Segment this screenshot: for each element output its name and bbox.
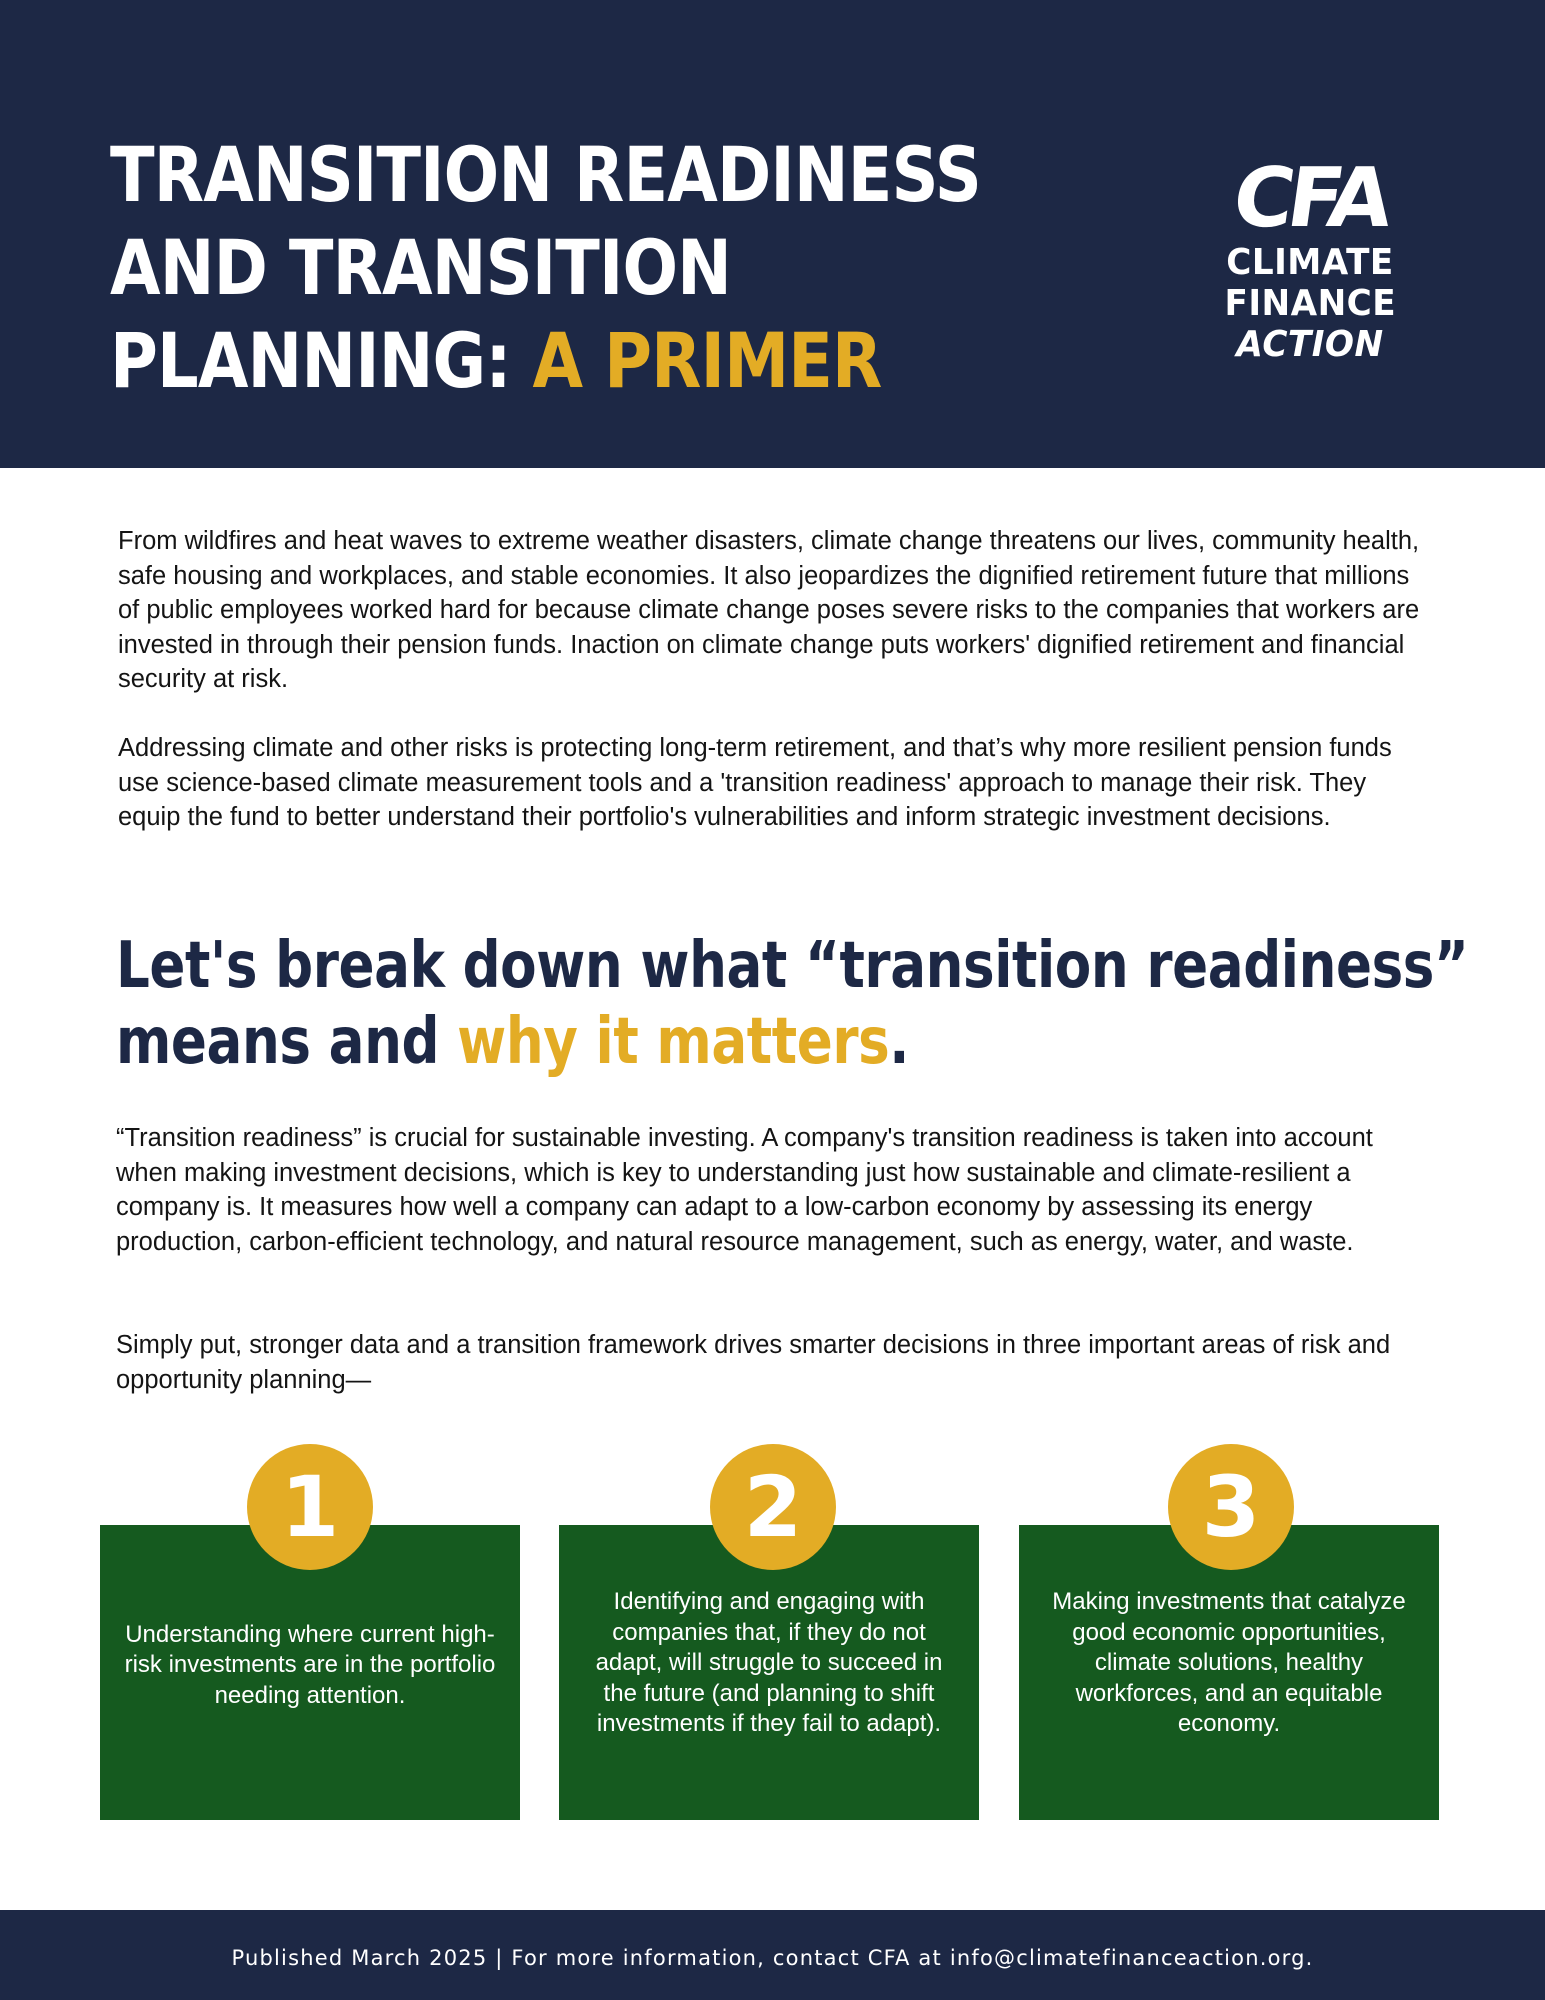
logo-line-action: ACTION [1236,324,1384,365]
header-banner [0,0,1545,468]
number-badge-2: 2 [710,1444,836,1570]
section-heading-line-2-prefix: means and [116,1005,458,1079]
risk-card-2-text: Identifying and engaging with companies that, if they do not adapt, will struggle to succeed in the future (and planning to shift investments if they fail to adapt). [595,1588,943,1738]
page-title [110,128,982,407]
intro-paragraph-2: Addressing climate and other risks is protecting long-term retirement, and that’s why more resilient pension funds use science-based climate measurement tools and a 'transition readiness' approach to manage their risk. They equip the fund to better understand their portfolio's vulnerabilities and inform strategic investment decisions. [118,734,1392,831]
section-paragraph-2: Simply put, stronger data and a transition framework drives smarter decisions in three important areas of risk and opportunity planning— [116,1331,1391,1394]
logo-line-climate: CLIMATE [1226,242,1394,283]
section-heading-line-1: Let's break down what “transition readiness” [116,929,1469,1003]
footer-contact-text: Published March 2025 | For more information, contact CFA at info@climatefinanceaction.org. [231,1946,1314,1970]
section-heading-period: . [889,1005,910,1079]
logo-mark: CFA [1227,151,1393,246]
section-heading-accent: why it matters [457,1005,890,1079]
title-line-3-prefix: PLANNING: [110,316,533,405]
section-heading [116,928,1469,1080]
risk-card-1-text: Understanding where current high-risk investments are in the portfolio needing attention. [124,1620,496,1709]
title-line-1: TRANSITION READINESS [110,130,982,219]
footer-bar [0,1910,1545,2000]
cfa-logo [1220,151,1400,365]
logo-line-finance: FINANCE [1224,283,1397,324]
section-paragraph-1: “Transition readiness” is crucial for sustainable investing. A company's transition readiness is taken into account when making investment decisions, which is key to understanding just how sustainable and climate-resilient a company is. It measures how well a company can adapt to a low-carbon economy by assessing its energy production, carbon-efficient technology, and natural resource management, such as energy, water, and waste. [116,1124,1373,1256]
title-line-2: AND TRANSITION [110,223,732,312]
number-badge-1: 1 [247,1444,373,1570]
title-accent: A PRIMER [532,316,882,405]
number-badge-3: 3 [1168,1444,1294,1570]
risk-card-3-text: Making investments that catalyze good economic opportunities, climate solutions, healthy workforces, and an equitable economy. [1052,1588,1406,1738]
intro-paragraph-1: From wildfires and heat waves to extreme weather disasters, climate change threatens our lives, community health, safe housing and workplaces, and stable economies. It also jeopardizes the dignified retirement future that millions of public employees worked hard for because climate change poses severe risks to the companies that workers are invested in through their pension funds. Inaction on climate change puts workers' dignified retirement and financial security at risk. [118,527,1420,693]
